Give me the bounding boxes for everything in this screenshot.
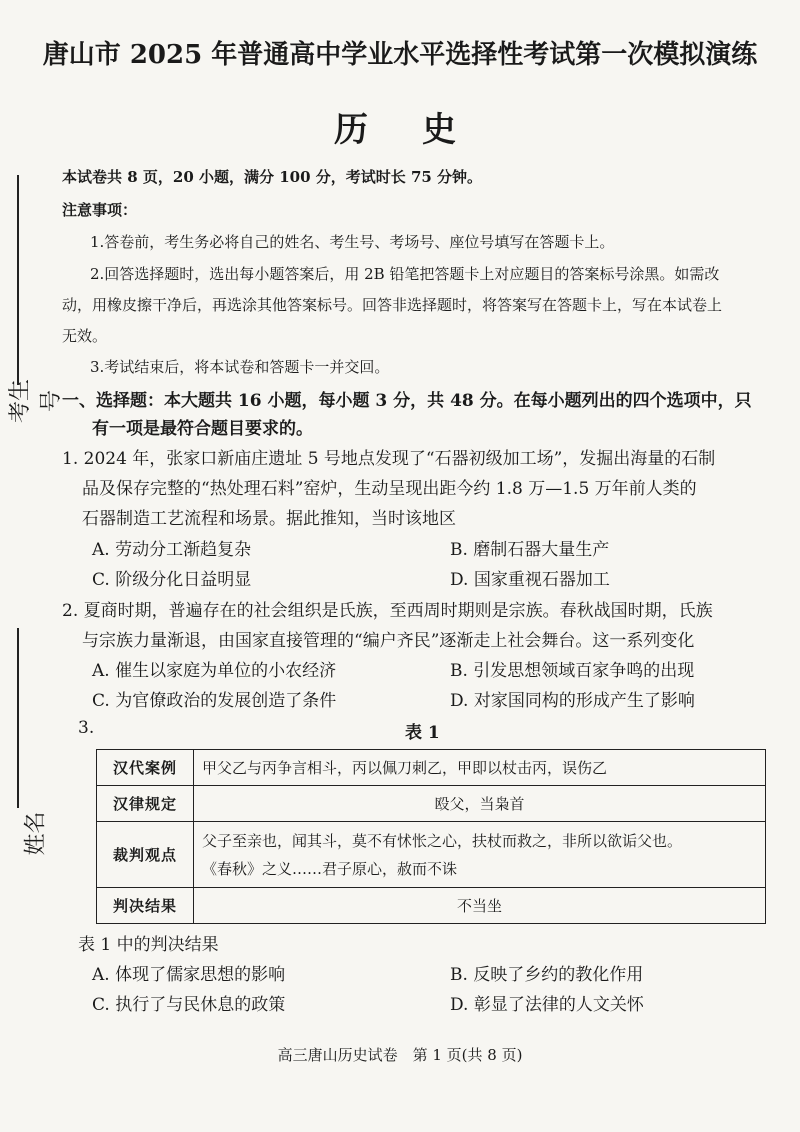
exam-summary: 本试卷共 8 页，20 小题，满分 100 分，考试时长 75 分钟。 [62,168,483,186]
table-row [97,750,766,786]
table-content-cell: 甲父乙与丙争言相斗，丙以佩刀刺乙，甲即以杖击丙，误伤乙 [194,750,766,786]
q1-option-b: B. 磨制石器大量生产 [450,540,610,560]
q2-line2: 与宗族力量渐退，由国家直接管理的“编户齐民”逐渐走上社会舞台。这一系列变化 [82,631,695,651]
subject-title: 历 史 [334,110,466,150]
section-heading-line2: 有一项是最符合题目要求的。 [92,419,313,439]
table-row [97,786,766,822]
q1-option-d: D. 国家重视石器加工 [450,570,610,590]
q2-option-d: D. 对家国同构的形成产生了影响 [450,691,695,711]
q1-option-c: C. 阶级分化日益明显 [92,570,252,590]
q1-line3: 石器制造工艺流程和场景。据此推知，当时该地区 [82,509,456,529]
table-content-cell: 不当坐 [194,888,766,924]
notice-2-line2: 动，用橡皮擦干净后，再选涂其他答案标号。回答非选择题时，将答案写在答题卡上，写在本试卷上 [62,296,723,314]
q3-number: 3. [78,718,95,738]
q3-option-d: D. 彰显了法律的人文关怀 [450,995,644,1015]
table-content-line: 父子至亲也，闻其斗，莫不有怵怅之心，扶杖而救之，非所以欲诟父也。 [202,831,683,850]
notice-2-line3: 无效。 [62,327,108,345]
table-content-line: 《春秋》之义……君子原心，赦而不诛 [202,859,458,878]
table-row [97,888,766,924]
q2-line1: 2. 夏商时期，普遍存在的社会组织是氏族，至西周时期则是宗族。春秋战国时期，氏族 [62,601,713,621]
q1-option-a: A. 劳动分工渐趋复杂 [92,540,252,560]
table-caption: 表 1 [405,723,440,743]
exam-title: 唐山市 2025 年普通高中学业水平选择性考试第一次模拟演练 [42,40,758,70]
table-head-cell: 汉代案例 [97,750,194,786]
q1-line2: 品及保存完整的“热处理石料”窑炉，生动呈现出距今约 1.8 万—1.5 万年前人类的 [82,479,697,499]
notice-heading: 注意事项： [62,201,138,219]
page-footer: 高三唐山历史试卷 第 1 页(共 8 页) [277,1046,523,1064]
name-line [17,628,19,808]
table-head-cell: 汉律规定 [97,786,194,822]
notice-3: 3.考试结束后，将本试卷和答题卡一并交回。 [90,358,390,376]
table-head-cell: 判决结果 [97,888,194,924]
q3-option-b: B. 反映了乡约的教化作用 [450,965,644,985]
notice-2-line1: 2.回答选择题时，选出每小题答案后，用 2B 铅笔把答题卡上对应题目的答案标号涂黑。如需改 [90,265,720,283]
q2-option-c: C. 为官僚政治的发展创造了条件 [92,691,337,711]
table-content-cell [194,822,766,888]
q3-option-a: A. 体现了儒家思想的影响 [92,965,286,985]
table-content-cell: 殴父，当枭首 [194,786,766,822]
section-heading-line1: 一、选择题：本大题共 16 小题，每小题 3 分，共 48 分。在每小题列出的四个选项中，只 [62,391,752,411]
notice-1: 1.答卷前，考生务必将自己的姓名、考生号、考场号、座位号填写在答题卡上。 [90,233,615,251]
q3-option-c: C. 执行了与民休息的政策 [92,995,286,1015]
q2-option-b: B. 引发思想领域百家争鸣的出现 [450,661,695,681]
case-table [96,749,766,924]
exam-no-label: 考生号 [8,379,64,424]
table-head-cell: 裁判观点 [97,822,194,888]
exam-no-line [17,175,19,385]
q2-option-a: A. 催生以家庭为单位的小农经济 [92,661,337,681]
q1-line1: 1. 2024 年，张家口新庙庄遗址 5 号地点发现了“石器初级加工场”，发掘出海量的石制 [62,449,716,469]
table-row [97,822,766,888]
q3-stem: 表 1 中的判决结果 [78,935,219,955]
name-label: 姓名 [23,811,49,856]
